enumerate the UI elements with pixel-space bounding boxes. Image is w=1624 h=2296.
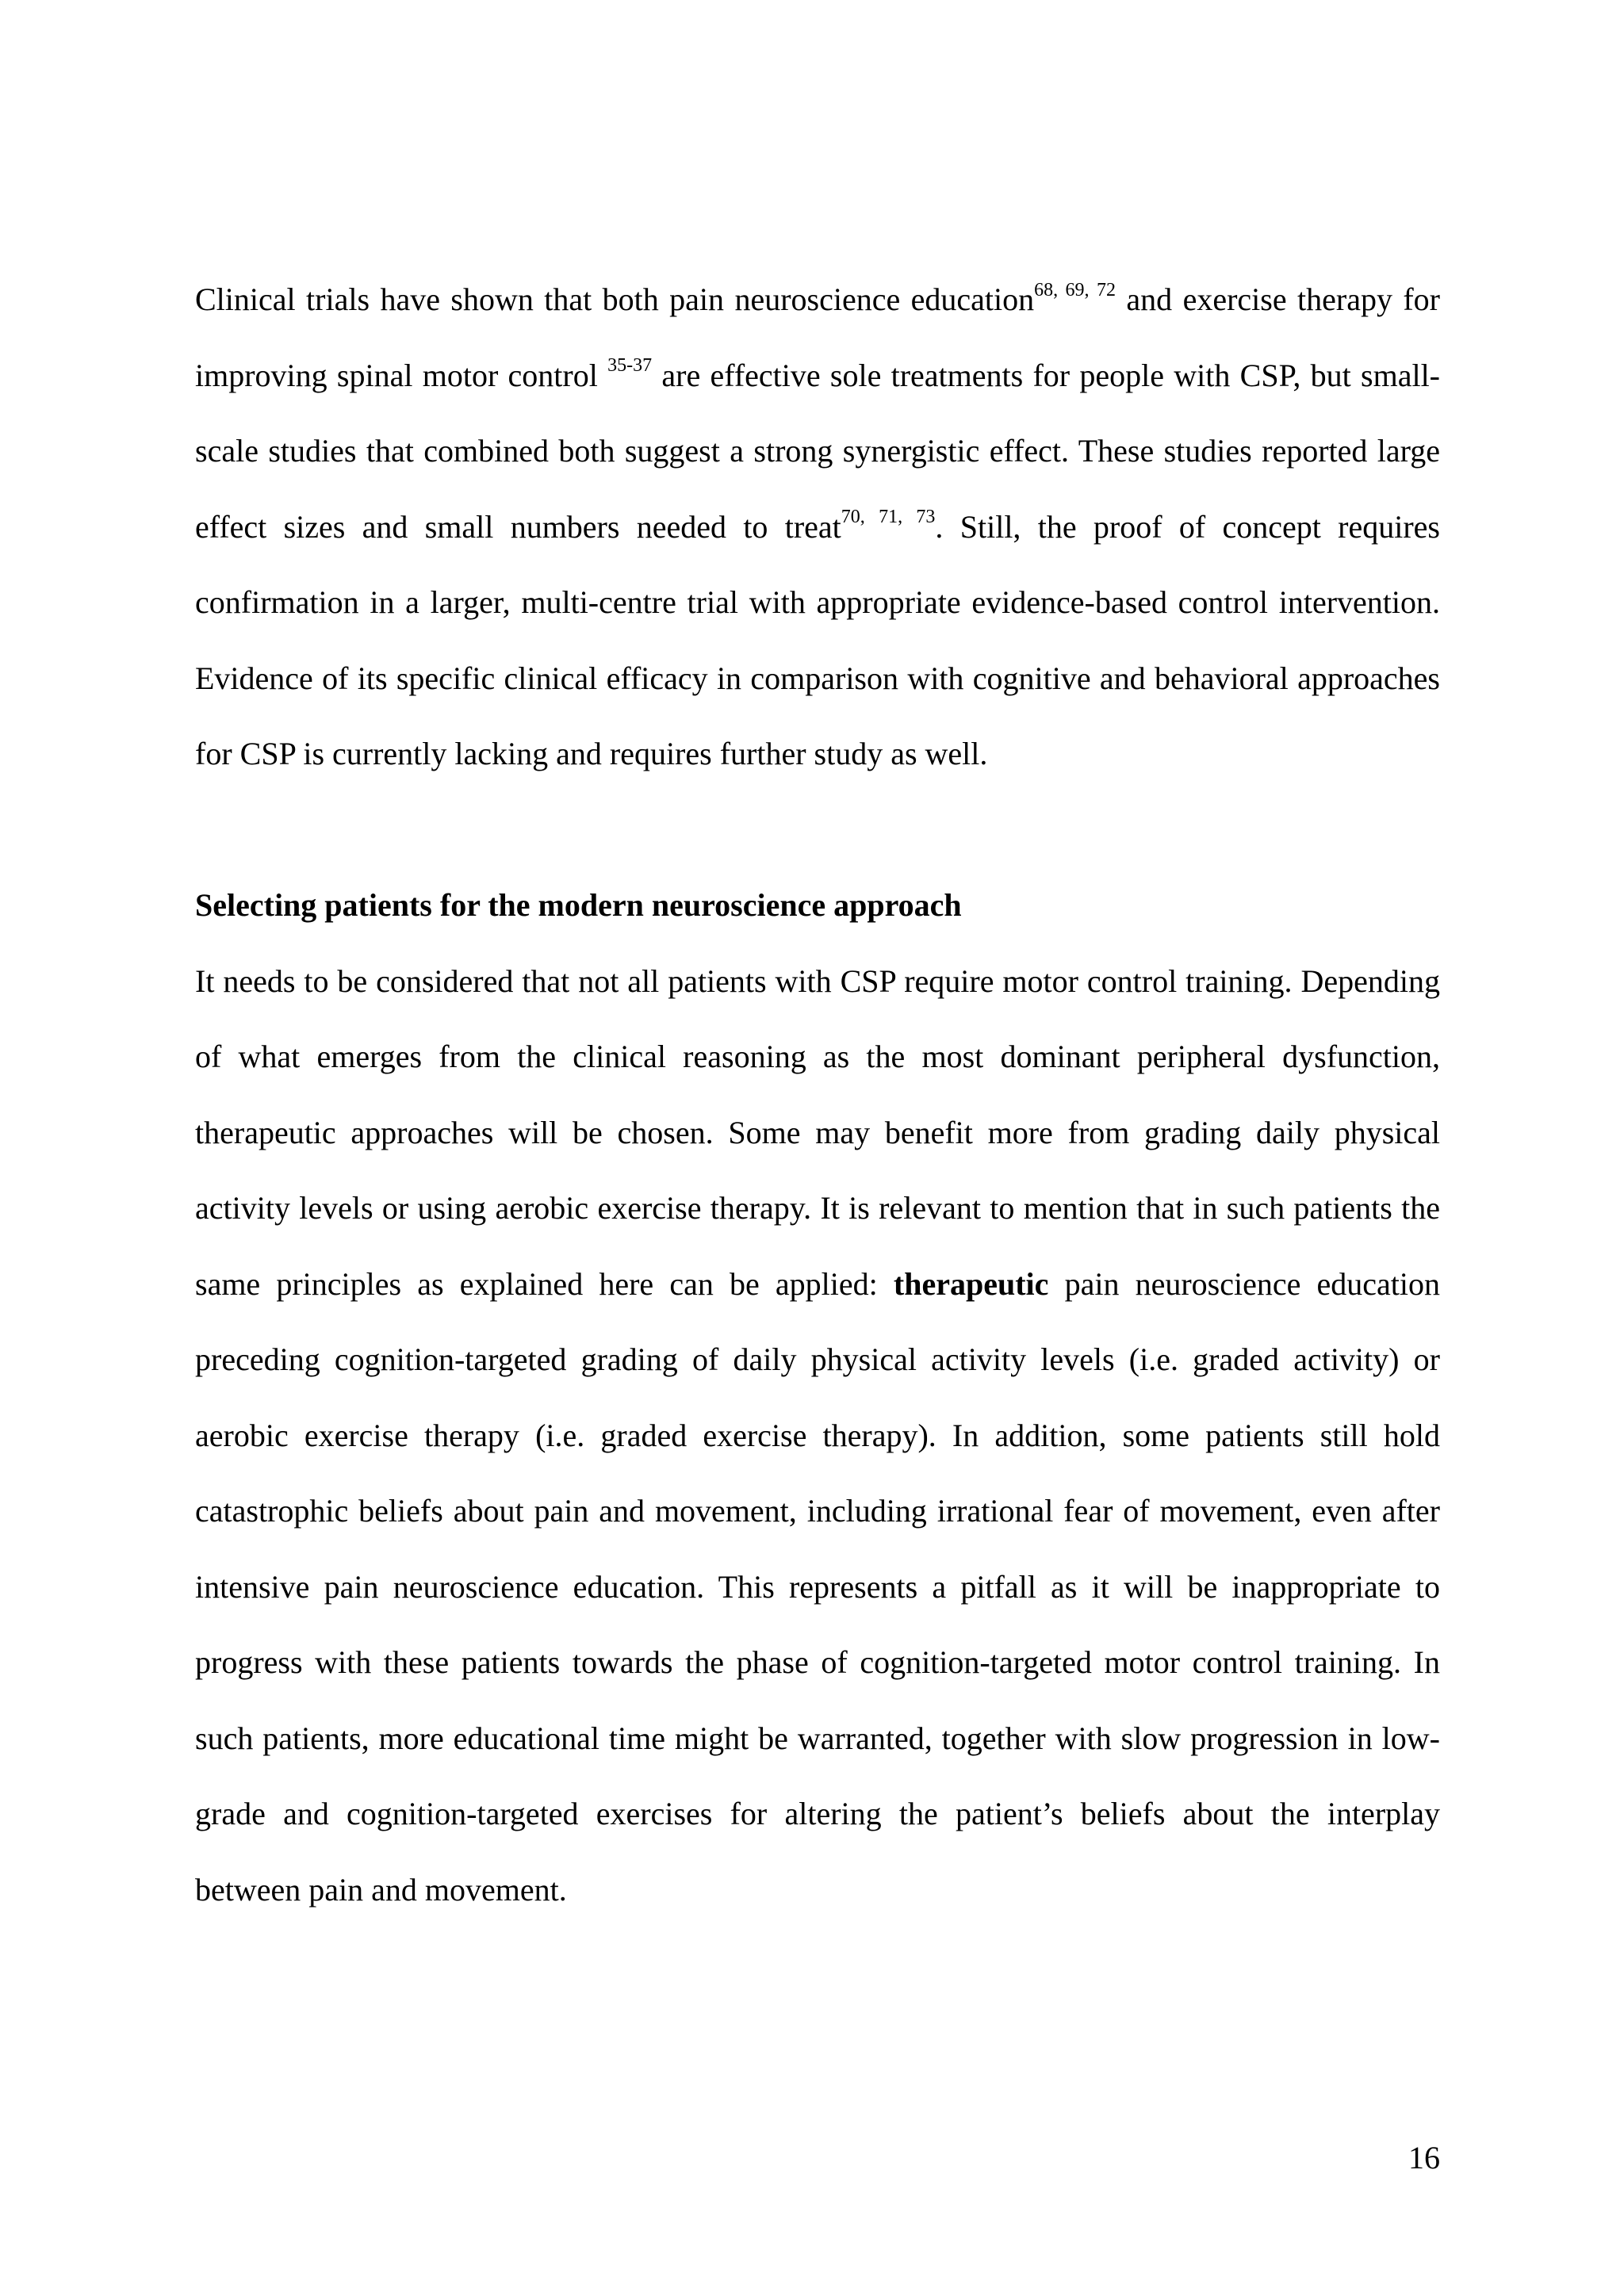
bold-term-therapeutic: therapeutic (893, 1265, 1049, 1302)
paragraph-selecting-patients (195, 943, 1440, 1928)
page-content (195, 262, 1440, 1927)
citation-70-71-73: 70, 71, 73 (841, 507, 936, 528)
section-spacer (195, 792, 1440, 868)
paragraph-2-text-2: pain neuroscience education preceding cognition-targeted grading of daily physical activity levels (i.e. graded activity) or aerobic exercise therapy (i.e. graded exercise therapy). In addition, some patients still hold catastrophic beliefs about pain and movement, including irrational fear of movement, even after intensive pain neuroscience education. This represents a pitfall as it will be inappropriate to progress with these patients towards the phase of cognition-targeted motor control training. In such patients, more educational time might be warranted, together with slow progression in low-grade and cognition-targeted exercises for altering the patient’s beliefs about the interplay between pain and movement. (195, 1265, 1441, 1908)
section-heading: Selecting patients for the modern neuroscience approach (195, 887, 962, 923)
paragraph-clinical-trials (195, 262, 1440, 792)
citation-68-69-72: 68, 69, 72 (1034, 279, 1116, 300)
paragraph-2-text-1: It needs to be considered that not all patients with CSP require motor control training. Depending of what emerges from the clinical reasoning as the most dominant peripheral dysfunction, therapeutic approaches will be chosen. Some may benefit more from grading daily physical activity levels or using aerobic exercise therapy. It is relevant to mention that in such patients the same principles as explained here can be applied: (195, 962, 1440, 1302)
citation-35-37: 35-37 (607, 355, 653, 377)
page-number: 16 (1408, 2140, 1440, 2175)
paragraph-1-text-3: are effective sole treatments for people with CSP, but small-scale studies that combined both suggest a strong synergistic effect. These studies reported large effect sizes and small numbers needed to treat (195, 357, 1441, 545)
paragraph-1-text-1: Clinical trials have shown that both pain neuroscience education (195, 281, 1035, 317)
paragraph-1-text-2: and exercise therapy for improving spinal motor control (195, 281, 1441, 393)
paragraph-1-text-4: . Still, the proof of concept requires confirmation in a larger, multi-centre trial with appropriate evidence-based control intervention. Evidence of its specific clinical efficacy in comparison with cognitive and behavioral approaches for CSP is currently lacking and requires further study as well. (195, 508, 1440, 771)
